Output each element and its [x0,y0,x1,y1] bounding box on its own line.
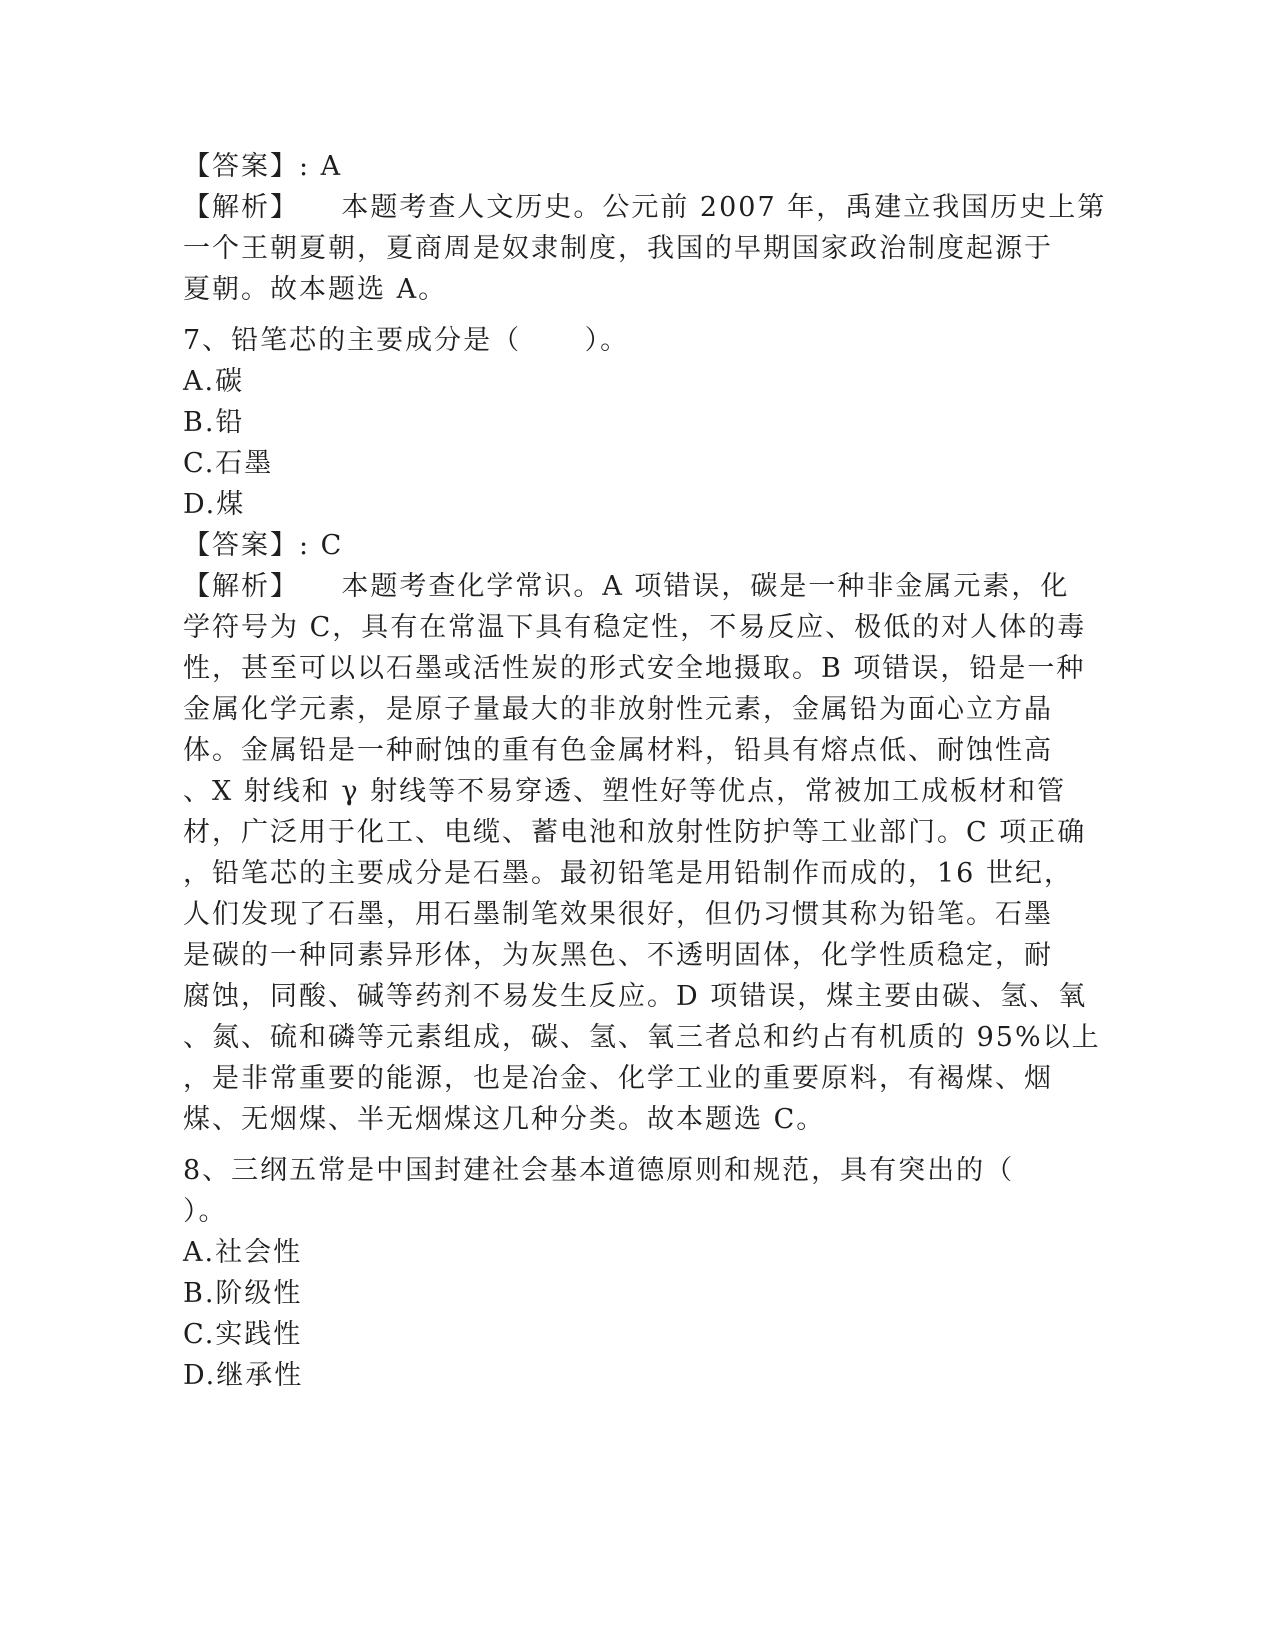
explanation-line: 腐蚀，同酸、碱等药剂不易发生反应。D 项错误，煤主要由碳、氢、氧 [183,981,1088,1012]
question-6-answer-block [183,146,1107,310]
option-b: B.阶级性 [183,1278,303,1309]
option-a: A.碳 [183,366,245,397]
explanation-line: 夏朝。故本题选 A。 [183,274,448,305]
explanation-line: 、氮、硫和磷等元素组成，碳、氢、氧三者总和约占有机质的 95%以上 [183,1022,1101,1053]
explanation-line: 人们发现了石墨，用石墨制笔效果很好，但仍习惯其称为铅笔。石墨 [183,899,1053,930]
question-7 [183,320,1101,1140]
option-d: D.煤 [183,489,246,520]
question-text: 7、铅笔芯的主要成分是（ ）。 [183,325,630,356]
option-d: D.继承性 [183,1360,304,1391]
explanation-line: 材，广泛用于化工、电缆、蓄电池和放射性防护等工业部门。C 项正确 [183,817,1087,848]
option-a: A.社会性 [183,1237,303,1268]
option-b: B.铅 [183,407,245,438]
option-c: C.石墨 [183,448,274,479]
explanation-line: 学符号为 C，具有在常温下具有稳定性，不易反应、极低的对人体的毒 [183,612,1087,643]
explanation-line: ，铅笔芯的主要成分是石墨。最初铅笔是用铅制作而成的，16 世纪， [183,858,1073,889]
question-8 [183,1150,1083,1396]
explanation-line: ，是非常重要的能源，也是冶金、化学工业的重要原料，有褐煤、烟 [183,1063,1053,1094]
explanation-line: 【解析】 本题考查人文历史。公元前 2007 年，禹建立我国历史上第 [183,192,1107,223]
document-page [183,146,1107,1396]
explanation-line: 性，甚至可以以石墨或活性炭的形式安全地摄取。B 项错误，铅是一种 [183,653,1086,684]
option-c: C.实践性 [183,1319,303,1350]
question-text: 8、三纲五常是中国封建社会基本道德原则和规范，具有突出的（ [183,1155,1015,1186]
explanation-line: 体。金属铅是一种耐蚀的重有色金属材料，铅具有熔点低、耐蚀性高 [183,735,1053,766]
explanation-line: 一个王朝夏朝，夏商周是奴隶制度，我国的早期国家政治制度起源于 [183,233,1053,264]
explanation-line: 【解析】 本题考查化学常识。A 项错误，碳是一种非金属元素，化 [183,571,1070,602]
answer-line: 【答案】: A [183,151,343,182]
explanation-line: 金属化学元素，是原子量最大的非放射性元素，金属铅为面心立方晶 [183,694,1053,725]
explanation-line: 、X 射线和 γ 射线等不易穿透、塑性好等优点，常被加工成板材和管 [183,776,1067,807]
question-text: ）。 [183,1196,228,1227]
explanation-line: 是碳的一种同素异形体，为灰黑色、不透明固体，化学性质稳定，耐 [183,940,1053,971]
explanation-line: 煤、无烟煤、半无烟煤这几种分类。故本题选 C。 [183,1104,826,1135]
answer-line: 【答案】: C [183,530,344,561]
